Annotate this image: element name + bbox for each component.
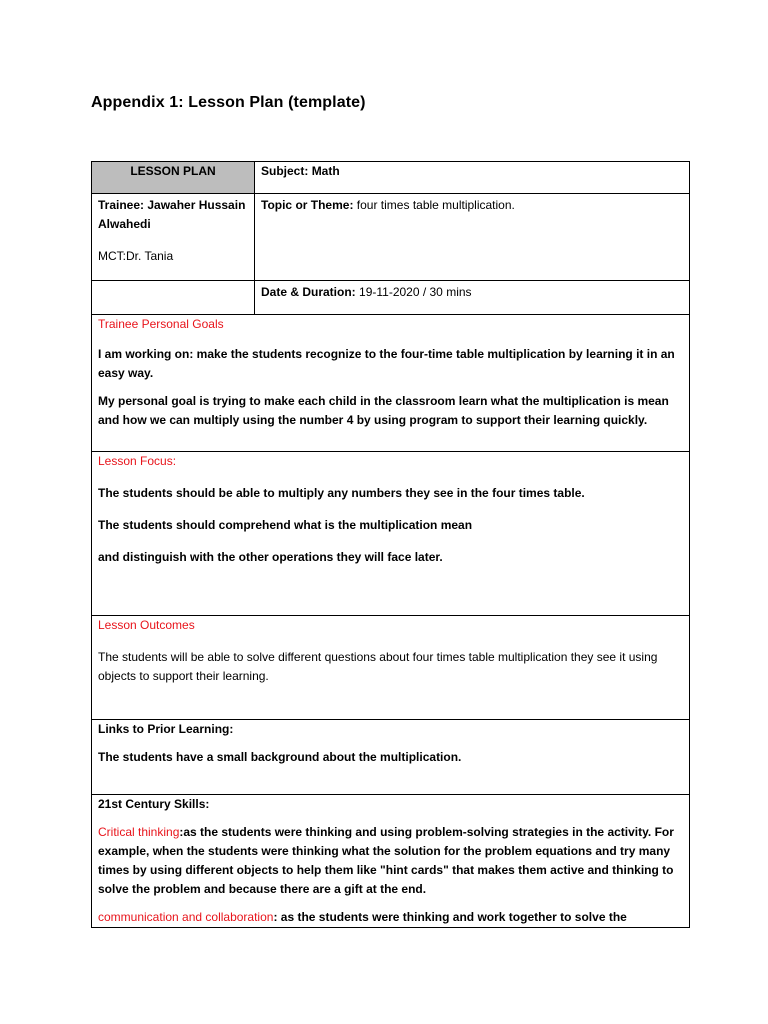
focus-paragraph-2: The students should comprehend what is the multiplication mean (98, 518, 473, 532)
skills-title: 21st Century Skills: (98, 797, 210, 811)
document-heading: Appendix 1: Lesson Plan (template) (91, 94, 366, 111)
lesson-plan-table (91, 161, 690, 928)
topic-value: four times table multiplication. (356, 198, 515, 212)
empty-cell (92, 281, 255, 315)
communication-paragraph (98, 908, 683, 927)
prior-title: Links to Prior Learning: (98, 722, 234, 736)
table-row-date (92, 281, 690, 315)
date-label: Date & Duration: (261, 285, 356, 299)
communication-text: : as the students were thinking and work together to solve the (273, 910, 627, 924)
prior-paragraph: The students have a small background about the multiplication. (98, 750, 462, 764)
goals-title: Trainee Personal Goals (98, 317, 224, 331)
outcomes-paragraph: The students will be able to solve different questions about four times table multiplication they see it using objects to support their learning. (98, 650, 658, 683)
table-row-trainee (92, 194, 690, 281)
table-row-goals (92, 315, 690, 452)
table-row-focus (92, 452, 690, 616)
topic-cell (255, 194, 690, 281)
focus-paragraph-1: The students should be able to multiply any numbers they see in the four times table. (98, 486, 585, 500)
lesson-plan-header-cell (92, 162, 255, 194)
skills-cell (92, 795, 690, 928)
table-row-skills (92, 795, 690, 928)
prior-cell (92, 720, 690, 795)
critical-thinking-text: :as the students were thinking and using problem-solving strategies in the activity. For example, when the students were thinking what the solution for the problem equations and try many times by using different objects to help them like "hint cards" that makes them active and thinking to solve the problem and because there are a gift at the end. (98, 825, 674, 896)
goals-paragraph-2: My personal goal is trying to make each child in the classroom learn what the multiplication is mean and how we can multiply using the number 4 by using program to support their learning quickly. (98, 394, 669, 427)
topic-label: Topic or Theme: (261, 198, 354, 212)
focus-paragraph-3: and distinguish with the other operations they will face later. (98, 550, 443, 564)
focus-title: Lesson Focus: (98, 454, 177, 468)
goals-paragraph-1: I am working on: make the students recognize to the four-time table multiplication by learning it in an easy way. (98, 347, 675, 380)
subject-value: Math (311, 164, 340, 178)
lesson-plan-label: LESSON PLAN (130, 164, 216, 178)
table-row-prior (92, 720, 690, 795)
subject-cell (255, 162, 690, 194)
trainee-name: Trainee: Jawaher Hussain Alwahedi (98, 198, 246, 231)
critical-thinking-paragraph (98, 823, 683, 899)
date-value: 19-11-2020 / 30 mins (359, 285, 472, 299)
focus-cell (92, 452, 690, 616)
date-cell (255, 281, 690, 315)
goals-cell (92, 315, 690, 452)
mct-name: MCT:Dr. Tania (98, 249, 174, 263)
table-row-header (92, 162, 690, 194)
table-row-outcomes (92, 616, 690, 720)
outcomes-title: Lesson Outcomes (98, 618, 195, 632)
outcomes-cell (92, 616, 690, 720)
communication-label: communication and collaboration (98, 910, 274, 924)
critical-thinking-label: Critical thinking (98, 825, 180, 839)
trainee-cell (92, 194, 255, 281)
subject-label: Subject: (261, 164, 309, 178)
